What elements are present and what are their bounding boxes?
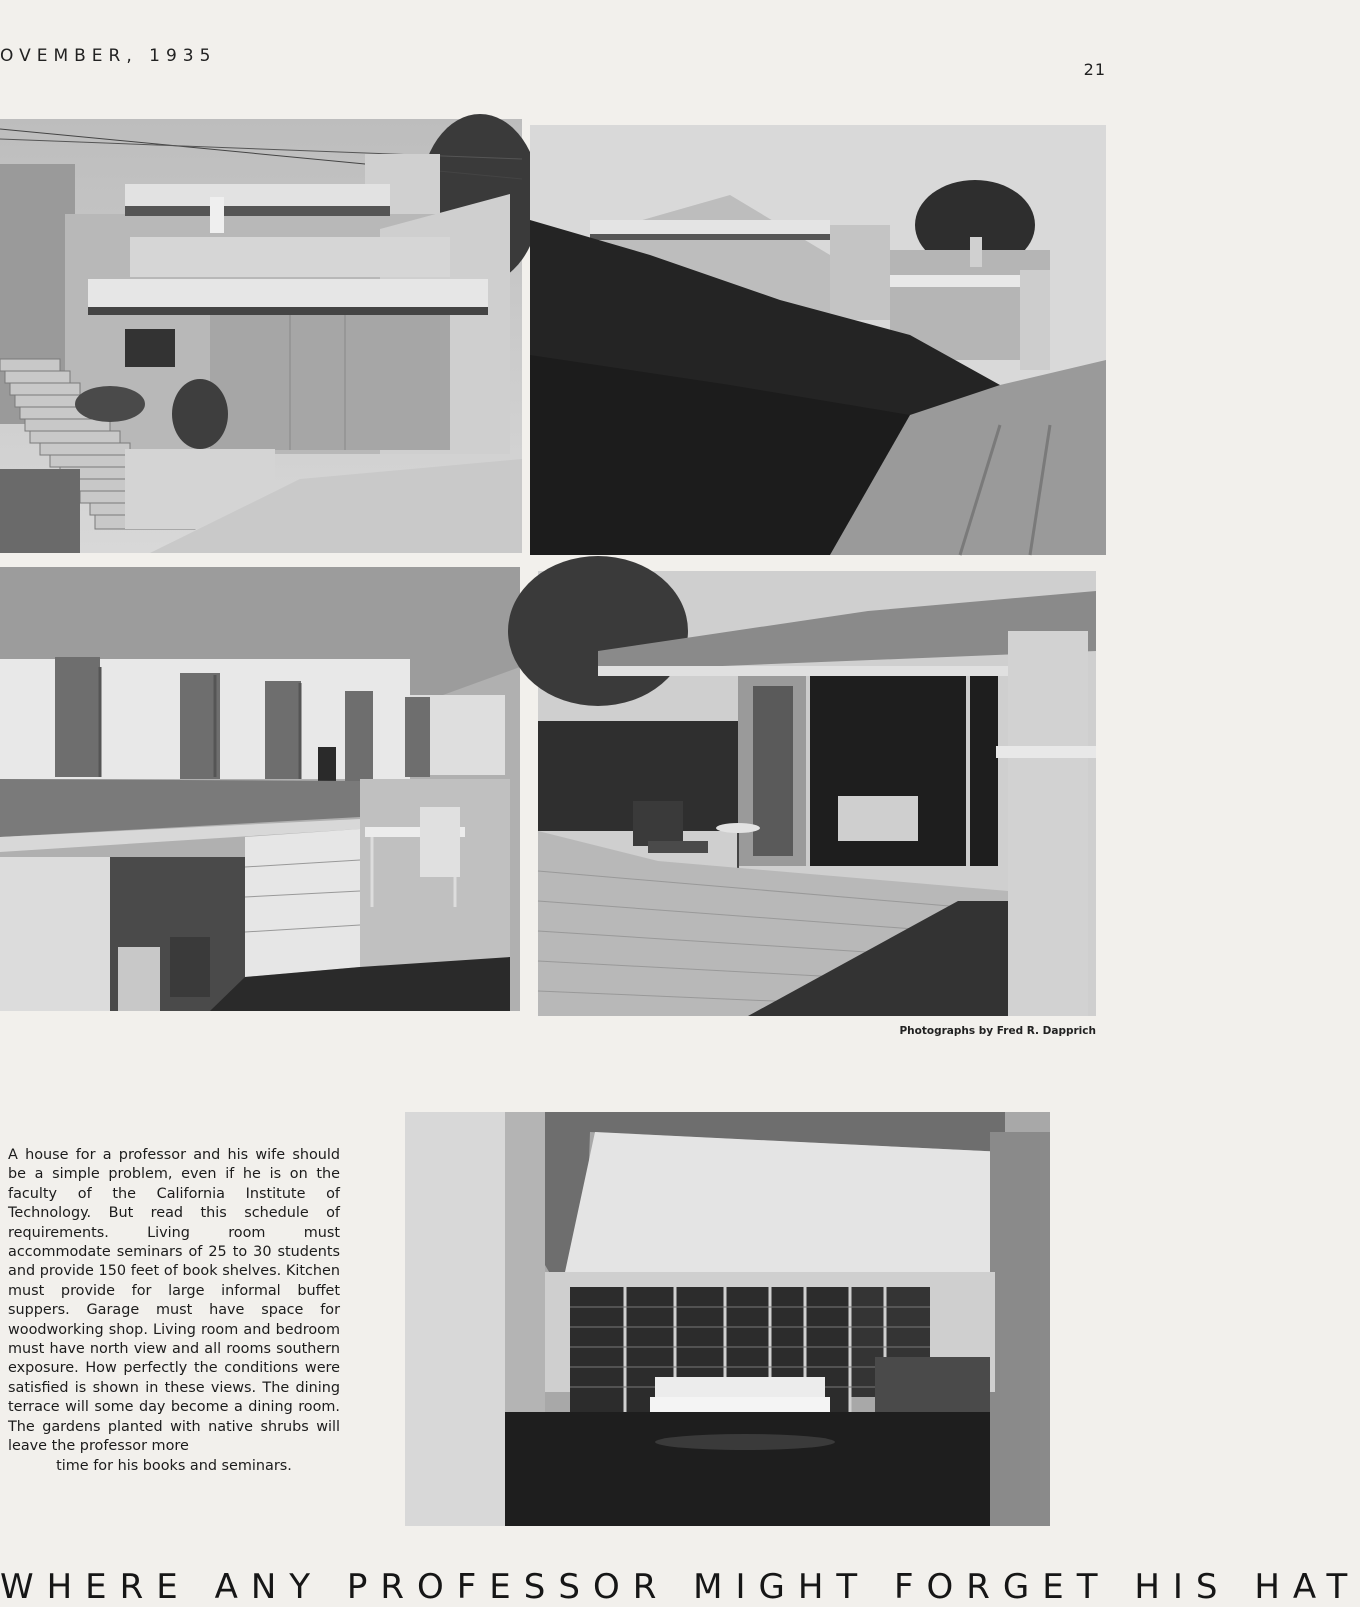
page-number: 21 [1083, 60, 1106, 79]
living-room-bookshelves-photo [405, 1112, 1050, 1526]
article-body-last-line: time for his books and seminars. [56, 1457, 292, 1474]
running-head: OVEMBER, 1935 [0, 46, 217, 66]
exterior-hillside-photo [530, 125, 1106, 555]
dining-terrace-photo [538, 571, 1096, 1016]
kitchen-photo [0, 567, 520, 1011]
article-body [8, 1146, 340, 1476]
article-body-main: A house for a professor and his wife should be a simple problem, even if he is on the faculty of the California Institute of Technology. But read this schedule of requirements. Living room must accommodate seminars of 25 to 30 students and provide 150 feet of book shelves. Kitchen must provide for large informal buffet suppers. Garage must have space for woodworking shop. Living room and bedroom must have north view and all rooms southern exposure. How perfectly the conditions were satisfied is shown in these views. The dining terrace will some day become a dining room. The gardens planted with native shrubs will leave the professor more [8, 1147, 340, 1455]
headline: WHERE ANY PROFESSOR MIGHT FORGET HIS HAT [0, 1567, 1360, 1607]
exterior-garage-stairs-photo [0, 119, 522, 553]
photo-credit: Photographs by Fred R. Dapprich [899, 1025, 1096, 1037]
